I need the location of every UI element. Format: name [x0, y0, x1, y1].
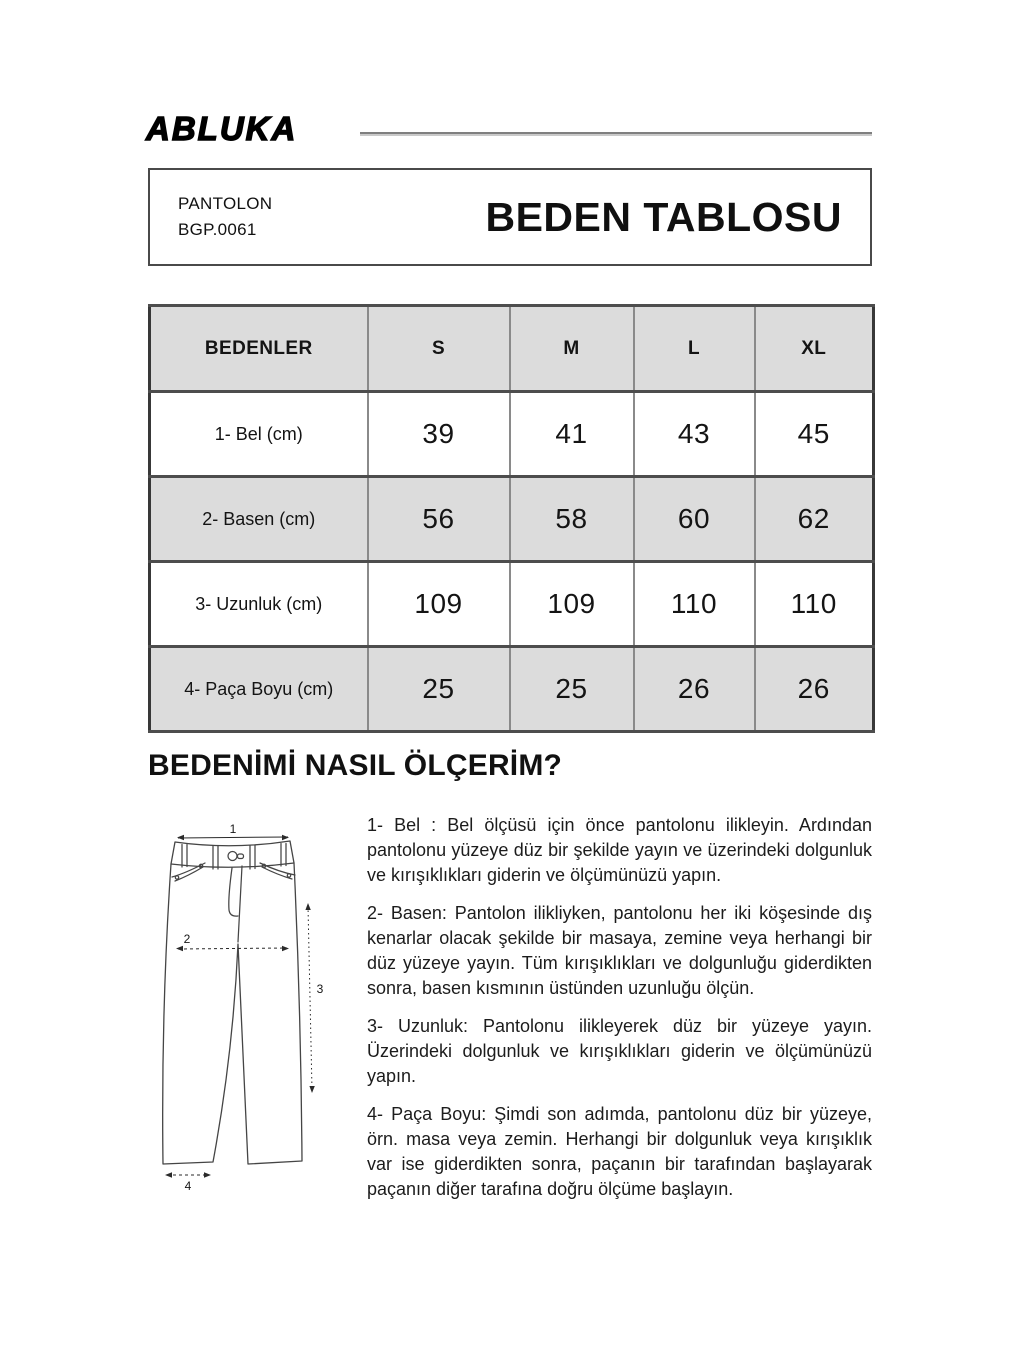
row-label-bel: 1- Bel (cm)	[150, 392, 368, 477]
instruction-uzunluk: 3- Uzunluk: Pantolonu ilikleyerek düz bir yüzeye yayın. Üzerindeki dolgunluk ve kırışıklıkları giderin ve ölçümünüzü yapın.	[367, 1016, 872, 1086]
measure-line-1	[178, 837, 288, 838]
howto-heading: BEDENİMİ NASIL ÖLÇERİM?	[148, 749, 563, 782]
arrowhead	[309, 1086, 314, 1093]
measuring-instructions	[367, 813, 872, 1202]
column-header-l: L	[634, 306, 755, 392]
basen-s: 56	[368, 477, 510, 562]
row-label-paca-boyu: 4- Paça Boyu (cm)	[150, 647, 368, 732]
uzunluk-s: 109	[368, 562, 510, 647]
product-code: BGP.0061	[178, 220, 257, 239]
uzunluk-m: 109	[510, 562, 634, 647]
instruction-basen: 2- Basen: Pantolon ilikliyken, pantolonu her iki köşesinde dış kenarlar olacak şekilde bir masaya, zemine veya herhangi bir düz yüzeye yayın. Tüm kırışıklıkları ve dolgunluğu giderdikten sonra, basen kısmının üstünden uzunluğu ölçün.	[367, 903, 872, 998]
row-label-uzunluk: 3- Uzunluk (cm)	[150, 562, 368, 647]
size-table	[148, 304, 875, 733]
arrowhead	[177, 835, 184, 840]
brand-logo: ABLUKA	[146, 110, 298, 147]
column-header-bedenler: BEDENLER	[150, 306, 368, 392]
product-type: PANTOLON	[178, 194, 273, 213]
measure-label-2: 2	[183, 932, 191, 946]
measure-line-3	[308, 906, 312, 1090]
instruction-bel: 1- Bel : Bel ölçüsü için önce pantolonu ilikleyin. Ardından pantolonu yüzeye düz bir şekilde yayın ve üzerindeki dolgunluk ve kırışıklıkları giderin ve ölçümünüzü yapın.	[367, 815, 872, 885]
table-row-paca-boyu	[150, 647, 874, 732]
header-box	[148, 168, 872, 266]
column-header-s: S	[368, 306, 510, 392]
paca-s: 25	[368, 647, 510, 732]
table-row-bel	[150, 392, 874, 477]
uzunluk-xl: 110	[755, 562, 874, 647]
product-info	[178, 191, 272, 243]
arrowhead	[282, 835, 289, 840]
bel-m: 41	[510, 392, 634, 477]
instruction-paca-boyu: 4- Paça Boyu: Şimdi son adımda, pantolonu düz bir yüzeye, örn. masa veya zemin. Herhangi bir dolgunluk veya kırışıklık var ise giderdikten sonra, paçanın bir tarafından başlayarak paçanın diğer tarafına doğru ölçüme başlayın.	[367, 1104, 872, 1199]
pants-diagram	[150, 822, 365, 1202]
table-row-basen	[150, 477, 874, 562]
basen-l: 60	[634, 477, 755, 562]
measure-label-4: 4	[184, 1179, 192, 1193]
bel-s: 39	[368, 392, 510, 477]
basen-m: 58	[510, 477, 634, 562]
pants-sketch-svg	[150, 822, 365, 1202]
measure-label-3: 3	[316, 982, 324, 996]
column-header-xl: XL	[755, 306, 874, 392]
arrowhead	[204, 1172, 211, 1177]
basen-xl: 62	[755, 477, 874, 562]
column-header-m: M	[510, 306, 634, 392]
pants-outline	[163, 841, 302, 1164]
row-label-basen: 2- Basen (cm)	[150, 477, 368, 562]
arrowhead	[305, 903, 310, 910]
size-table-header-row	[150, 306, 874, 392]
bel-l: 43	[634, 392, 755, 477]
paca-l: 26	[634, 647, 755, 732]
brand-rule-line	[360, 132, 872, 136]
bel-xl: 45	[755, 392, 874, 477]
page-title: BEDEN TABLOSU	[485, 193, 842, 240]
uzunluk-l: 110	[634, 562, 755, 647]
arrowhead	[165, 1172, 172, 1177]
paca-m: 25	[510, 647, 634, 732]
paca-xl: 26	[755, 647, 874, 732]
measure-label-1: 1	[229, 822, 237, 836]
table-row-uzunluk	[150, 562, 874, 647]
